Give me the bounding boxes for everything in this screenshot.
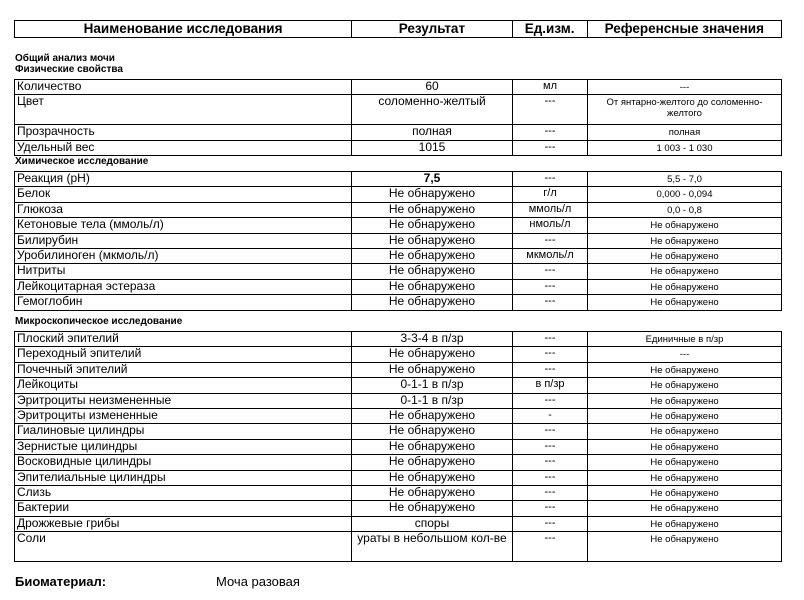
row-result: Не обнаружено: [351, 486, 512, 500]
table-row: [14, 378, 782, 393]
row-name: Эритроциты измененные: [14, 409, 351, 423]
row-result: Не обнаружено: [351, 280, 512, 294]
row-unit: ---: [512, 517, 587, 531]
row-unit: -: [512, 409, 587, 423]
row-reference: Не обнаружено: [587, 378, 782, 392]
table-row: [14, 172, 782, 187]
row-name: Эритроциты неизмененные: [14, 394, 351, 408]
table-row: [14, 332, 782, 347]
table-row: [14, 187, 782, 202]
row-unit: ---: [512, 501, 587, 515]
row-reference: Не обнаружено: [587, 280, 782, 294]
row-result: соломенно-желтый: [351, 95, 512, 124]
row-name: Слизь: [14, 486, 351, 500]
row-unit: ---: [512, 95, 587, 124]
table-row: [14, 501, 782, 516]
row-reference: Не обнаружено: [587, 295, 782, 309]
row-reference: 0,0 - 0,8: [587, 203, 782, 217]
row-unit: ---: [512, 363, 587, 377]
row-reference: Не обнаружено: [587, 471, 782, 485]
section-physical-title: Физические свойства: [15, 64, 123, 75]
row-result: Не обнаружено: [351, 440, 512, 454]
row-unit: ---: [512, 295, 587, 309]
row-name: Лейкоцитарная эстераза: [14, 280, 351, 294]
table-row: [14, 517, 782, 532]
row-unit: ---: [512, 234, 587, 248]
row-name: Бактерии: [14, 501, 351, 515]
table-header: [14, 20, 782, 38]
row-result: споры: [351, 517, 512, 531]
row-reference: Не обнаружено: [587, 409, 782, 423]
row-reference: 5,5 - 7,0: [587, 172, 782, 186]
row-result: 3-3-4 в п/зр: [351, 332, 512, 346]
section-general-title: Общий анализ мочи: [15, 53, 115, 64]
table-row: [14, 409, 782, 424]
row-unit: ---: [512, 347, 587, 361]
row-reference: ---: [587, 347, 782, 361]
row-reference: Не обнаружено: [587, 234, 782, 248]
row-result: Не обнаружено: [351, 424, 512, 438]
row-name: Уробилиноген (мкмоль/л): [14, 249, 351, 263]
table-row: [14, 440, 782, 455]
table-row: [14, 471, 782, 486]
row-unit: ---: [512, 332, 587, 346]
row-unit: ммоль/л: [512, 203, 587, 217]
row-result: Не обнаружено: [351, 249, 512, 263]
row-result: Не обнаружено: [351, 501, 512, 515]
table-row: [14, 455, 782, 470]
row-name: Кетоновые тела (ммоль/л): [14, 218, 351, 232]
header-name: Наименование исследования: [83, 21, 283, 37]
row-unit: нмоль/л: [512, 218, 587, 232]
row-name: Количество: [14, 80, 351, 94]
row-result: ураты в небольшом кол-ве: [351, 532, 512, 561]
row-reference: полная: [587, 125, 782, 139]
row-name: Дрожжевые грибы: [14, 517, 351, 531]
row-name: Эпителиальные цилиндры: [14, 471, 351, 485]
row-unit: ---: [512, 141, 587, 155]
row-reference: Не обнаружено: [587, 249, 782, 263]
row-unit: г/л: [512, 187, 587, 201]
row-name: Гиалиновые цилиндры: [14, 424, 351, 438]
row-result: Не обнаружено: [351, 187, 512, 201]
row-result: 60: [351, 80, 512, 94]
row-unit: ---: [512, 440, 587, 454]
section-chemical-title: Химическое исследование: [15, 156, 149, 167]
row-unit: ---: [512, 424, 587, 438]
table-row: [14, 203, 782, 218]
section-micro-title: Микроскопическое исследование: [15, 316, 183, 327]
row-reference: Не обнаружено: [587, 486, 782, 500]
row-result: 0-1-1 в п/зр: [351, 378, 512, 392]
row-result: 0-1-1 в п/зр: [351, 394, 512, 408]
row-result: Не обнаружено: [351, 218, 512, 232]
row-unit: ---: [512, 264, 587, 278]
header-result: Результат: [351, 21, 512, 37]
row-reference: Не обнаружено: [587, 363, 782, 377]
table-row: [14, 295, 782, 310]
row-reference: Не обнаружено: [587, 455, 782, 469]
row-unit: мкмоль/л: [512, 249, 587, 263]
row-result: Не обнаружено: [351, 264, 512, 278]
row-reference: Не обнаружено: [587, 394, 782, 408]
row-reference: Не обнаружено: [587, 517, 782, 531]
table-row: [14, 125, 782, 140]
row-result: Не обнаружено: [351, 471, 512, 485]
table-row: [14, 95, 782, 125]
table-row: [14, 280, 782, 295]
row-unit: ---: [512, 280, 587, 294]
row-name: Глюкоза: [14, 203, 351, 217]
row-reference: 0,000 - 0,094: [587, 187, 782, 201]
row-result: 1015: [351, 141, 512, 155]
row-name: Почечный эпителий: [14, 363, 351, 377]
row-unit: ---: [512, 455, 587, 469]
row-name: Прозрачность: [14, 125, 351, 139]
row-result: Не обнаружено: [351, 234, 512, 248]
row-name: Белок: [14, 187, 351, 201]
row-unit: ---: [512, 125, 587, 139]
table-row: [14, 486, 782, 501]
row-result: Не обнаружено: [351, 295, 512, 309]
table-row: [14, 532, 782, 562]
row-result: 7,5: [351, 172, 512, 186]
row-name: Лейкоциты: [14, 378, 351, 392]
row-name: Гемоглобин: [14, 295, 351, 309]
row-name: Соли: [14, 532, 351, 561]
table-row: [14, 424, 782, 439]
row-result: Не обнаружено: [351, 347, 512, 361]
row-reference: Не обнаружено: [587, 424, 782, 438]
header-reference: Референсные значения: [587, 21, 782, 37]
row-name: Зернистые цилиндры: [14, 440, 351, 454]
table-row: [14, 347, 782, 362]
row-result: Не обнаружено: [351, 203, 512, 217]
row-name: Цвет: [14, 95, 351, 124]
row-unit: в п/зр: [512, 378, 587, 392]
row-result: Не обнаружено: [351, 409, 512, 423]
row-name: Удельный вес: [14, 141, 351, 155]
row-reference: Не обнаружено: [587, 218, 782, 232]
row-unit: мл: [512, 80, 587, 94]
row-reference: 1 003 - 1 030: [587, 141, 782, 155]
table-row: [14, 264, 782, 279]
physical-table: [14, 79, 782, 156]
row-unit: ---: [512, 532, 587, 561]
chemical-table: [14, 171, 782, 311]
row-name: Реакция (pH): [14, 172, 351, 186]
row-unit: ---: [512, 172, 587, 186]
row-name: Восковидные цилиндры: [14, 455, 351, 469]
row-result: Не обнаружено: [351, 363, 512, 377]
row-reference: От янтарно-желтого до соломенно-желтого: [587, 95, 782, 124]
row-reference: Не обнаружено: [587, 440, 782, 454]
table-row: [14, 218, 782, 233]
table-row: [14, 234, 782, 249]
table-row: [14, 394, 782, 409]
row-unit: ---: [512, 486, 587, 500]
biomaterial-value: Моча разовая: [216, 574, 300, 589]
row-result: Не обнаружено: [351, 455, 512, 469]
micro-table: [14, 331, 782, 562]
row-name: Билирубин: [14, 234, 351, 248]
row-unit: ---: [512, 394, 587, 408]
table-row: [14, 363, 782, 378]
row-reference: ---: [587, 80, 782, 94]
biomaterial-label: Биоматериал:: [15, 574, 107, 589]
table-row: [14, 141, 782, 156]
table-row: [14, 80, 782, 95]
header-unit: Ед.изм.: [512, 21, 587, 37]
row-reference: Не обнаружено: [587, 501, 782, 515]
row-reference: Единичные в п/зр: [587, 332, 782, 346]
row-reference: Не обнаружено: [587, 532, 782, 561]
row-unit: ---: [512, 471, 587, 485]
row-name: Плоский эпителий: [14, 332, 351, 346]
row-name: Переходный эпителий: [14, 347, 351, 361]
row-name: Нитриты: [14, 264, 351, 278]
table-row: [14, 249, 782, 264]
row-reference: Не обнаружено: [587, 264, 782, 278]
row-result: полная: [351, 125, 512, 139]
